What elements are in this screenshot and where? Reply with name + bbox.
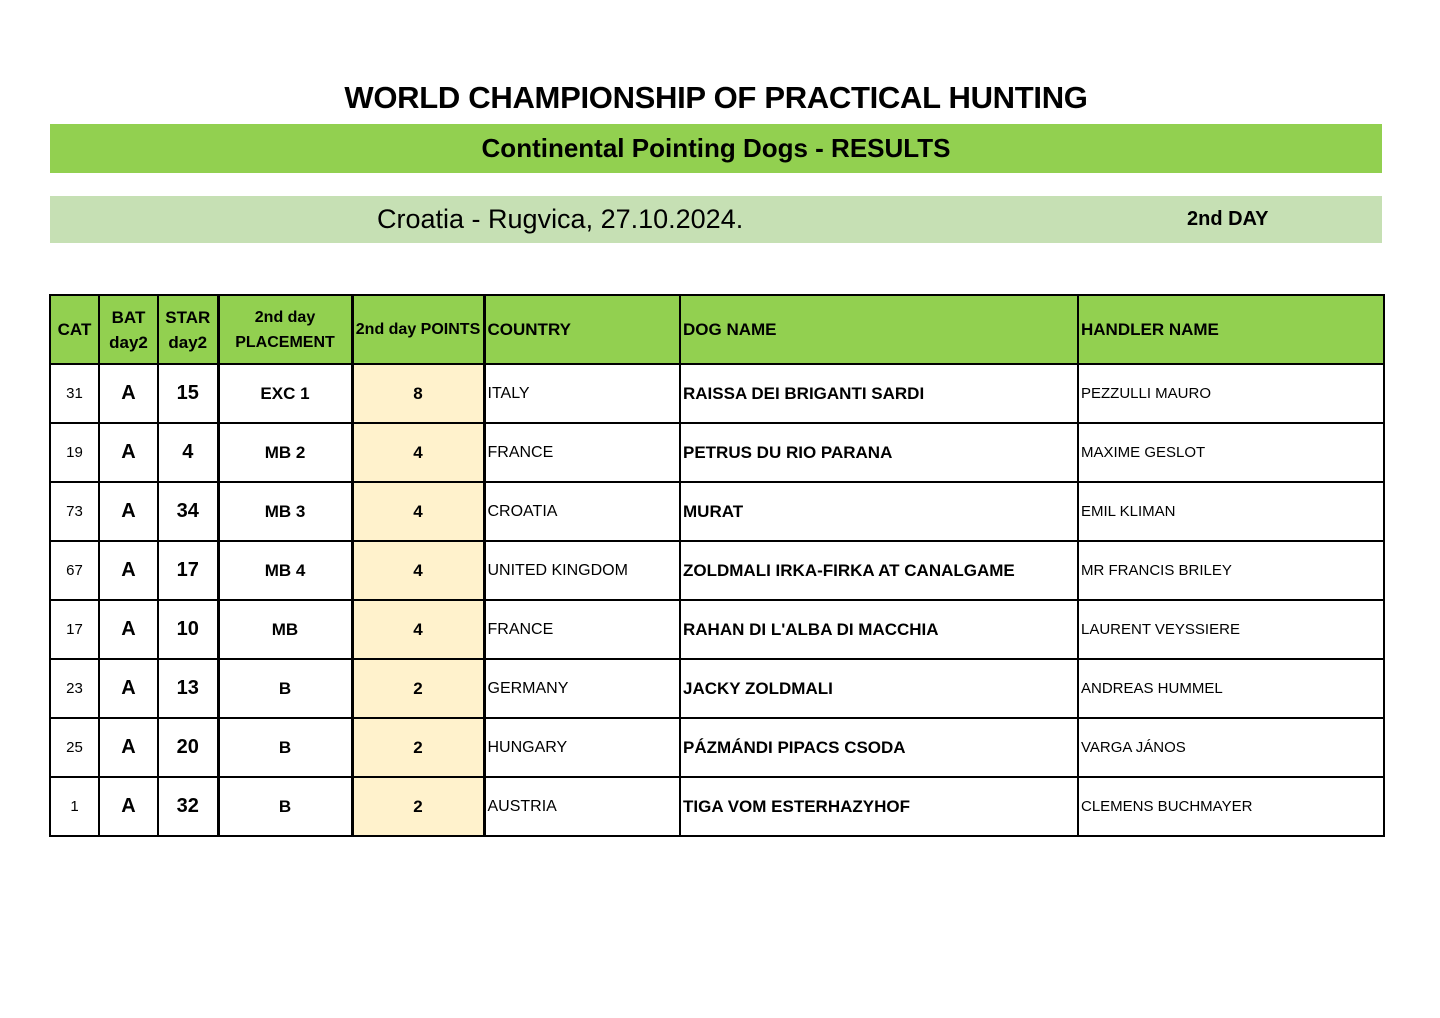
cell-cat: 1 (50, 777, 99, 836)
cell-dog-name: JACKY ZOLDMALI (680, 659, 1078, 718)
cell-points: 4 (352, 541, 484, 600)
cell-dog-name: PÁZMÁNDI PIPACS CSODA (680, 718, 1078, 777)
table-row (50, 541, 1384, 600)
cell-bat: A (99, 600, 158, 659)
cell-dog-name: RAHAN DI L'ALBA DI MACCHIA (680, 600, 1078, 659)
subtitle-banner (50, 124, 1382, 173)
cell-dog-name: TIGA VOM ESTERHAZYHOF (680, 777, 1078, 836)
column-header-handler-name: HANDLER NAME (1078, 295, 1384, 364)
cell-points: 2 (352, 659, 484, 718)
cell-dog-name: ZOLDMALI IRKA-FIRKA AT CANALGAME (680, 541, 1078, 600)
column-header-dog-name: DOG NAME (680, 295, 1078, 364)
column-header-placement: 2nd day PLACEMENT (218, 295, 352, 364)
cell-bat: A (99, 541, 158, 600)
cell-placement: MB (218, 600, 352, 659)
cell-placement: MB 2 (218, 423, 352, 482)
cell-placement: MB 3 (218, 482, 352, 541)
cell-handler-name: MAXIME GESLOT (1078, 423, 1384, 482)
cell-bat: A (99, 659, 158, 718)
cell-country: AUSTRIA (484, 777, 680, 836)
cell-cat: 23 (50, 659, 99, 718)
cell-star: 15 (158, 364, 218, 423)
cell-placement: B (218, 777, 352, 836)
table-row (50, 777, 1384, 836)
cell-handler-name: MR FRANCIS BRILEY (1078, 541, 1384, 600)
cell-dog-name: PETRUS DU RIO PARANA (680, 423, 1078, 482)
cell-placement: B (218, 659, 352, 718)
cell-star: 4 (158, 423, 218, 482)
cell-placement: B (218, 718, 352, 777)
subtitle-text: Continental Pointing Dogs - RESULTS (481, 133, 951, 163)
page-title: WORLD CHAMPIONSHIP OF PRACTICAL HUNTING (344, 80, 1088, 115)
cell-cat: 25 (50, 718, 99, 777)
cell-handler-name: EMIL KLIMAN (1078, 482, 1384, 541)
table-row (50, 718, 1384, 777)
column-header-points: 2nd day POINTS (352, 295, 484, 364)
cell-cat: 17 (50, 600, 99, 659)
table-row (50, 364, 1384, 423)
column-header-bat: BAT day2 (99, 295, 158, 364)
location-text: Croatia - Rugvica, 27.10.2024. (377, 204, 744, 234)
cell-handler-name: ANDREAS HUMMEL (1078, 659, 1384, 718)
cell-cat: 67 (50, 541, 99, 600)
cell-star: 34 (158, 482, 218, 541)
cell-placement: MB 4 (218, 541, 352, 600)
location-banner (50, 196, 1382, 243)
results-table (49, 294, 1385, 837)
cell-handler-name: PEZZULLI MAURO (1078, 364, 1384, 423)
cell-points: 4 (352, 600, 484, 659)
table-header-row (50, 295, 1384, 364)
cell-country: ITALY (484, 364, 680, 423)
column-header-country: COUNTRY (484, 295, 680, 364)
cell-country: FRANCE (484, 423, 680, 482)
results-table-body (50, 364, 1384, 836)
column-header-star: STAR day2 (158, 295, 218, 364)
cell-points: 4 (352, 423, 484, 482)
cell-placement: EXC 1 (218, 364, 352, 423)
table-row (50, 600, 1384, 659)
cell-points: 2 (352, 777, 484, 836)
table-row (50, 482, 1384, 541)
cell-cat: 19 (50, 423, 99, 482)
cell-bat: A (99, 777, 158, 836)
cell-handler-name: CLEMENS BUCHMAYER (1078, 777, 1384, 836)
cell-cat: 73 (50, 482, 99, 541)
cell-handler-name: VARGA JÁNOS (1078, 718, 1384, 777)
cell-country: UNITED KINGDOM (484, 541, 680, 600)
cell-star: 13 (158, 659, 218, 718)
cell-bat: A (99, 482, 158, 541)
table-row (50, 659, 1384, 718)
cell-dog-name: MURAT (680, 482, 1078, 541)
cell-country: GERMANY (484, 659, 680, 718)
cell-star: 20 (158, 718, 218, 777)
cell-points: 8 (352, 364, 484, 423)
cell-bat: A (99, 364, 158, 423)
cell-star: 10 (158, 600, 218, 659)
column-header-cat: CAT (50, 295, 99, 364)
cell-handler-name: LAURENT VEYSSIERE (1078, 600, 1384, 659)
cell-country: CROATIA (484, 482, 680, 541)
cell-dog-name: RAISSA DEI BRIGANTI SARDI (680, 364, 1078, 423)
cell-bat: A (99, 718, 158, 777)
cell-star: 17 (158, 541, 218, 600)
table-row (50, 423, 1384, 482)
cell-bat: A (99, 423, 158, 482)
cell-points: 4 (352, 482, 484, 541)
cell-country: FRANCE (484, 600, 680, 659)
cell-star: 32 (158, 777, 218, 836)
day-label: 2nd DAY (1187, 208, 1269, 230)
cell-country: HUNGARY (484, 718, 680, 777)
cell-cat: 31 (50, 364, 99, 423)
cell-points: 2 (352, 718, 484, 777)
